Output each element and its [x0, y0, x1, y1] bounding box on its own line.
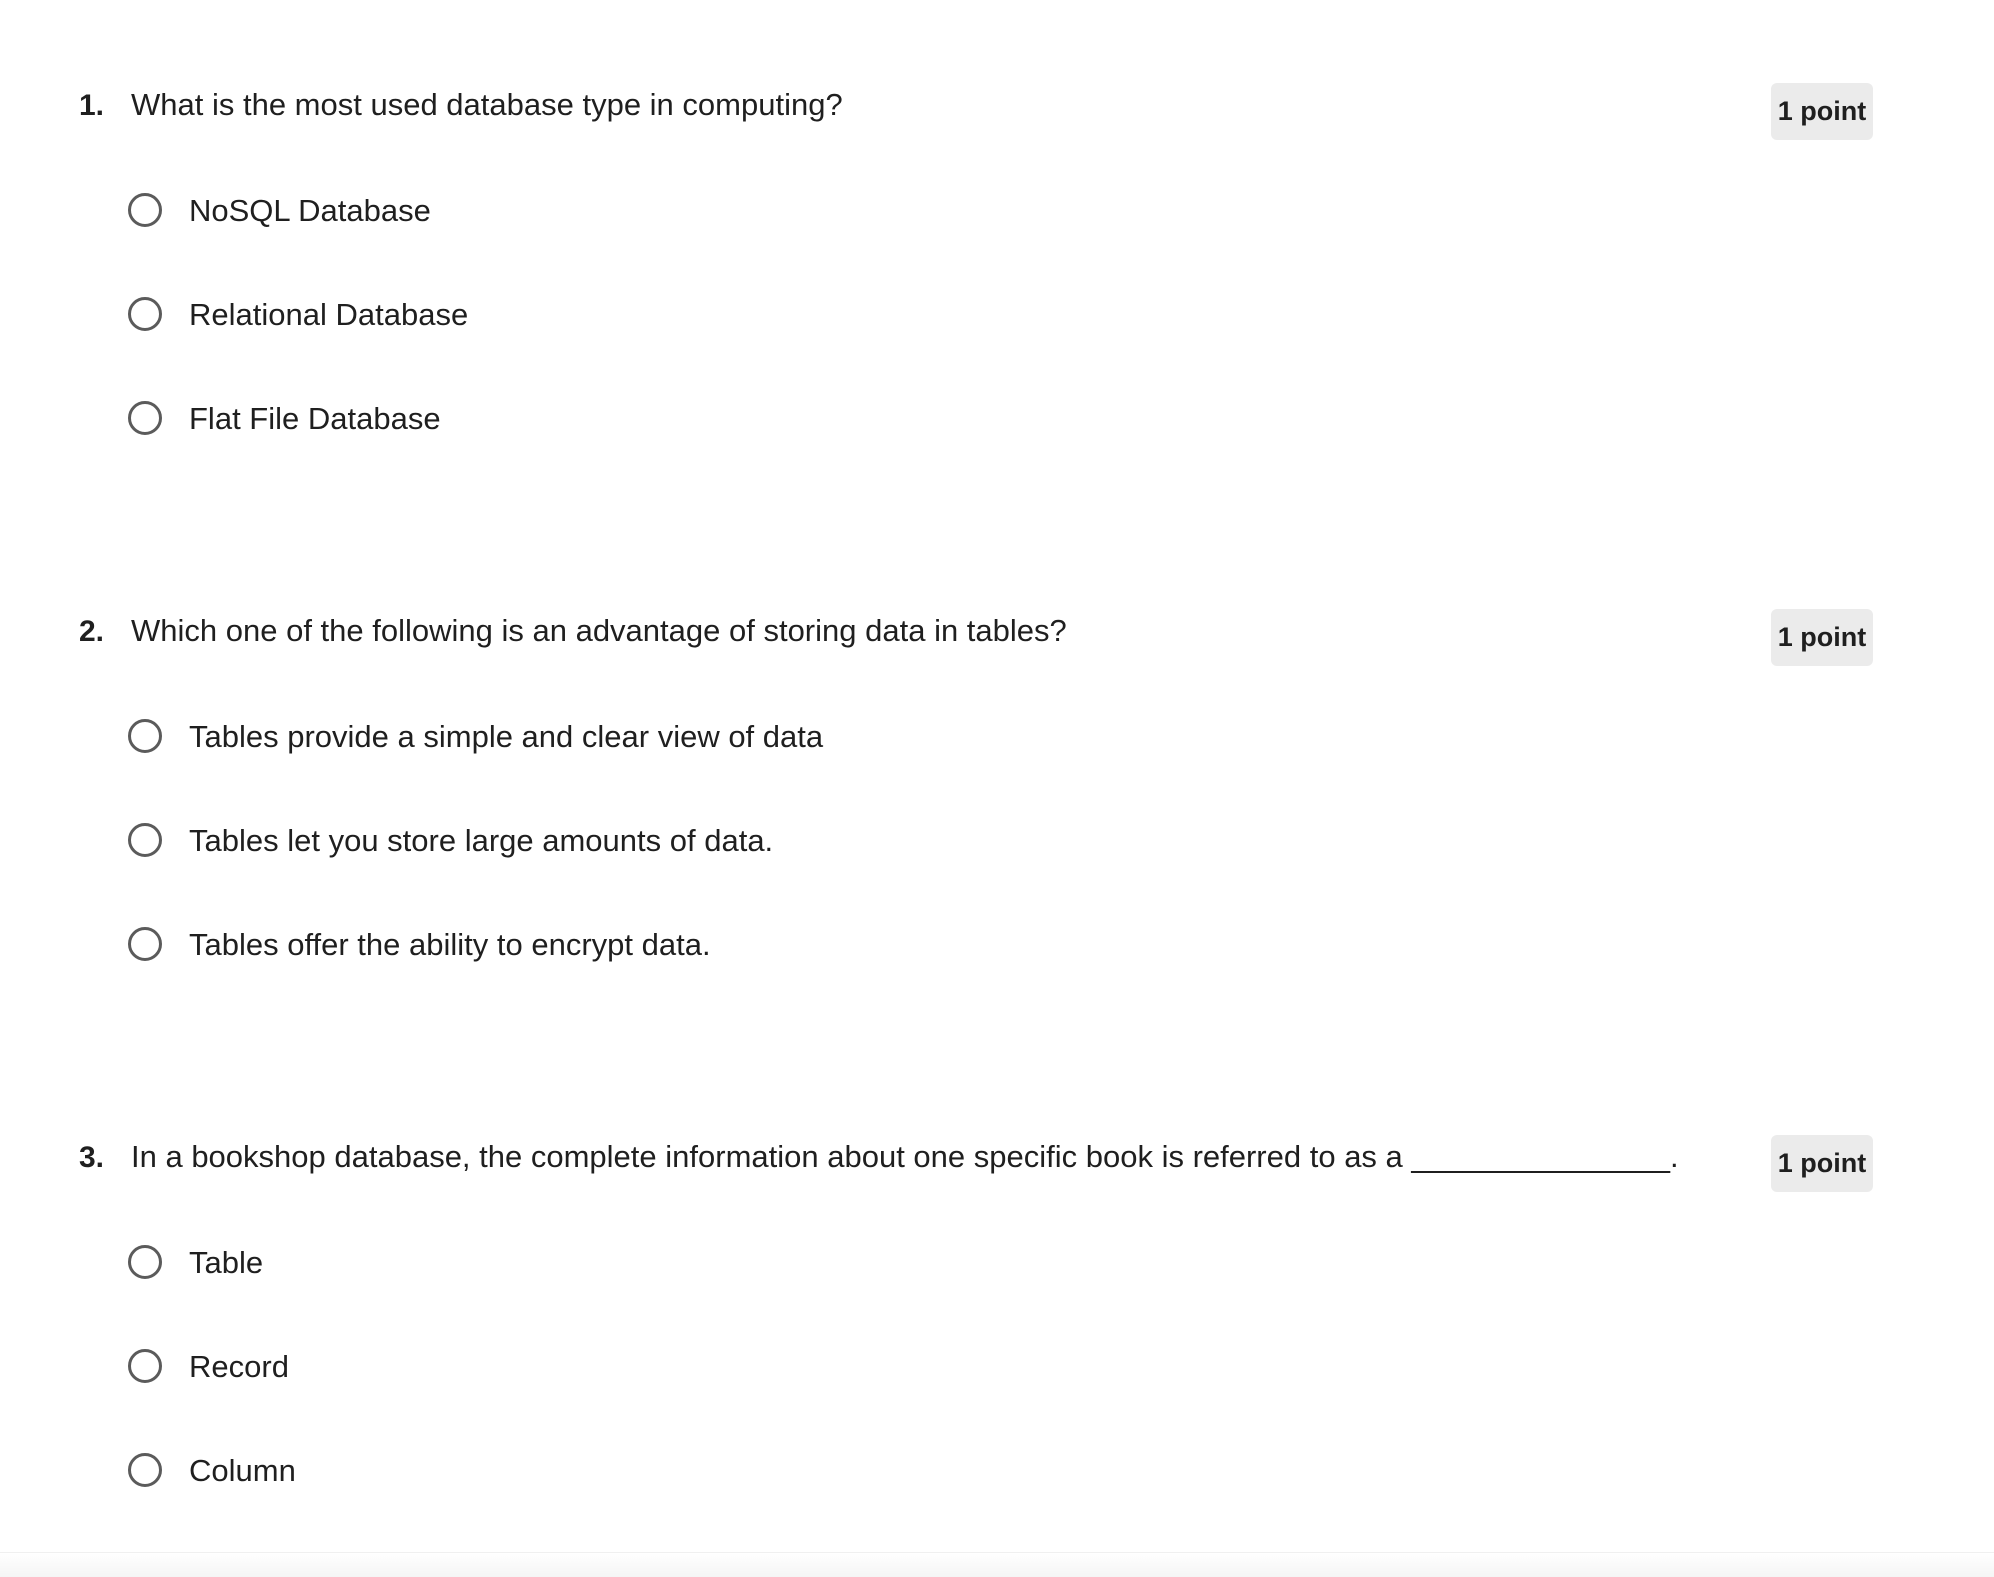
radio-button[interactable]	[128, 297, 162, 331]
answer-option[interactable]	[128, 1453, 1628, 1557]
points-badge: 1 point	[1771, 83, 1873, 140]
answer-option[interactable]	[128, 823, 1628, 927]
answer-option[interactable]	[128, 297, 1628, 401]
radio-button[interactable]	[128, 1349, 162, 1383]
question-2	[0, 526, 1994, 1046]
bottom-edge	[0, 1552, 1994, 1577]
answer-option-label: Tables provide a simple and clear view of data	[189, 719, 824, 754]
answer-options	[128, 193, 1628, 505]
points-badge: 1 point	[1771, 1135, 1873, 1192]
answer-option-label: Flat File Database	[189, 401, 441, 436]
question-number: 1.	[79, 89, 105, 122]
radio-button[interactable]	[128, 719, 162, 753]
answer-option-label: NoSQL Database	[189, 193, 431, 228]
question-text: What is the most used database type in computing?	[131, 87, 843, 122]
answer-options	[128, 719, 1628, 1031]
answer-option[interactable]	[128, 193, 1628, 297]
answer-option-label: Record	[189, 1349, 289, 1384]
question-number: 2.	[79, 615, 105, 648]
question-text: Which one of the following is an advantage of storing data in tables?	[131, 613, 1067, 648]
answer-option-label: Column	[189, 1453, 296, 1488]
question-text: In a bookshop database, the complete information about one specific book is referred to as a _______________.	[131, 1139, 1679, 1174]
answer-options	[128, 1245, 1628, 1557]
radio-button[interactable]	[128, 927, 162, 961]
answer-option[interactable]	[128, 401, 1628, 505]
points-badge: 1 point	[1771, 609, 1873, 666]
question-1	[0, 0, 1994, 520]
radio-button[interactable]	[128, 823, 162, 857]
answer-option[interactable]	[128, 927, 1628, 1031]
radio-button[interactable]	[128, 1453, 162, 1487]
question-number: 3.	[79, 1141, 105, 1174]
answer-option-label: Table	[189, 1245, 264, 1280]
answer-option[interactable]	[128, 1349, 1628, 1453]
answer-option[interactable]	[128, 719, 1628, 823]
question-3	[0, 1052, 1994, 1572]
radio-button[interactable]	[128, 401, 162, 435]
radio-button[interactable]	[128, 193, 162, 227]
radio-button[interactable]	[128, 1245, 162, 1279]
answer-option-label: Tables offer the ability to encrypt data.	[189, 927, 711, 962]
answer-option-label: Tables let you store large amounts of data.	[189, 823, 774, 858]
answer-option-label: Relational Database	[189, 297, 469, 332]
answer-option[interactable]	[128, 1245, 1628, 1349]
